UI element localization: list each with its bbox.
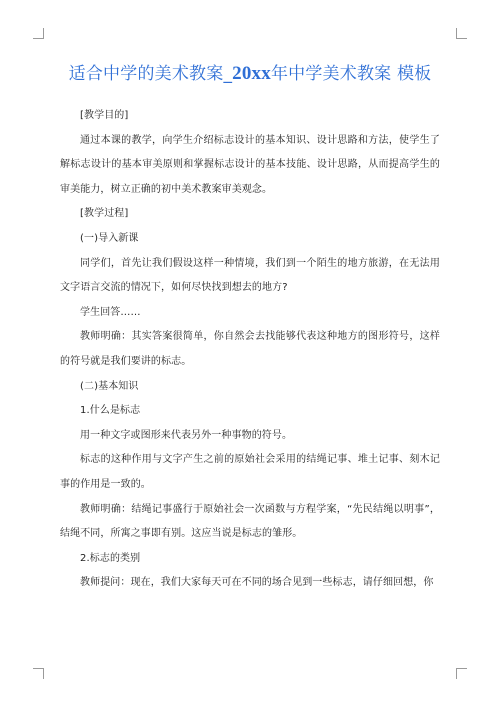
paragraph-scenario: 同学们，首先让我们假设这样一种情境，我们到一个陌生的地方旅游，在无法用文字语言交流的情况下，如何尽快找到想去的地方? xyxy=(60,257,440,294)
paragraph-teacher-clarify: 教师明确：其实答案很简单，你自然会去找能够代表这种地方的图形符号，这样的符号就是我们要讲的标志。 xyxy=(60,331,440,367)
paragraph-objectives: 通过本课的教学，向学生介绍标志设计的基本知识、设计思路和方法，使学生了解标志设计的基本审美原则和掌握标志设计的基本技能、设计思路，从而提高学生的审美能力，树立正确的初中美术教案审美观念。 xyxy=(60,134,440,195)
paragraph-teacher-question: 教师提问：现在，我们大家每天可在不同的场合见到一些标志，请仔细回想，你 xyxy=(80,577,434,589)
paragraph-definition: 用一种文字或图形来代表另外一种事物的符号。 xyxy=(80,429,293,441)
subheading-intro: (一)导入新课 xyxy=(80,232,139,244)
section-heading-objectives: [教学目的] xyxy=(80,110,129,121)
document-page xyxy=(60,60,440,596)
section-heading-process: [教学过程] xyxy=(80,208,129,220)
corner-mark-top-left xyxy=(33,28,44,39)
subheading-logo-types: 2.标志的类别 xyxy=(80,552,141,564)
paragraph-knot-record: 教师明确：结绳记事盛行于原始社会一次函数与方程学案，“先民结绳以明事”，结绳不同，所寓之事即有别。这应当说是标志的雏形。 xyxy=(60,503,440,540)
title-bold-year: 20xx xyxy=(232,63,271,84)
corner-mark-top-right xyxy=(456,28,467,39)
document-title xyxy=(60,60,440,88)
title-part-1: 适合中学的美术教案_ xyxy=(68,64,233,84)
paragraph-student-answer: 学生回答…… xyxy=(80,306,141,318)
corner-mark-bottom-left xyxy=(33,668,44,679)
subheading-what-is-logo: 1.什么是标志 xyxy=(80,405,141,417)
subheading-basics: (二)基本知识 xyxy=(80,380,139,392)
title-part-2: 年中学美术教案 模板 xyxy=(270,64,432,84)
paragraph-history: 标志的这种作用与文字产生之前的原始社会采用的结绳记事、堆土记事、刻木记事的作用是一致的。 xyxy=(60,454,440,490)
corner-mark-bottom-right xyxy=(456,668,467,679)
